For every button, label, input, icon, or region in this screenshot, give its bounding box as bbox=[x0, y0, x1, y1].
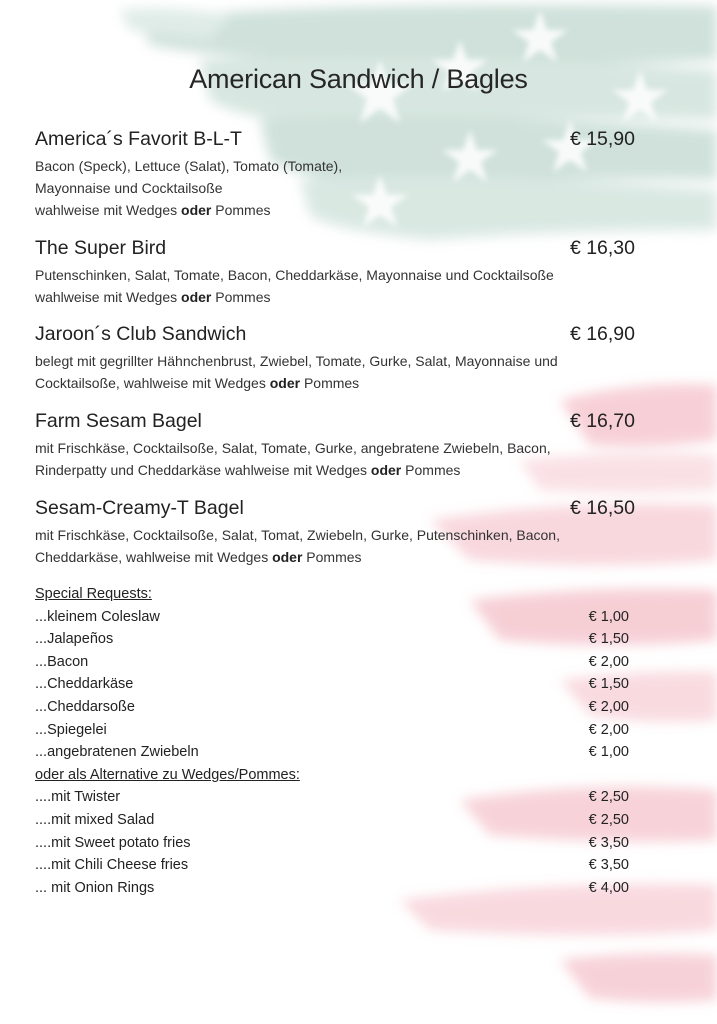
item-price: € 16,50 bbox=[569, 497, 635, 519]
extra-row bbox=[35, 877, 635, 900]
description-text: Pommes bbox=[302, 549, 362, 565]
description-line: Bacon (Speck), Lettuce (Salat), Tomato (Tomate), bbox=[35, 158, 343, 174]
description-line: belegt mit gegrillter Hähnchenbrust, Zwiebel, Tomate, Gurke, Salat, Mayonnaise und bbox=[35, 353, 558, 369]
extra-row bbox=[35, 832, 635, 855]
description-text: Cheddarkäse, wahlweise mit Wedges bbox=[35, 549, 273, 565]
extra-price: € 1,50 bbox=[588, 676, 629, 693]
page-title: American Sandwich / Bagles bbox=[189, 64, 528, 94]
extra-row bbox=[35, 719, 635, 742]
description-line bbox=[35, 372, 640, 394]
item-name: Sesam-Creamy-T Bagel bbox=[35, 497, 244, 519]
extra-label: ...Bacon bbox=[35, 653, 89, 670]
description-text: wahlweise mit Wedges bbox=[35, 289, 182, 305]
menu-item bbox=[35, 323, 640, 394]
item-price: € 16,90 bbox=[569, 323, 635, 345]
item-header bbox=[35, 128, 640, 154]
menu-item bbox=[35, 410, 640, 481]
item-price: € 16,70 bbox=[569, 410, 635, 432]
extra-label: ....mit Twister bbox=[35, 789, 121, 806]
item-header bbox=[35, 323, 640, 349]
extra-price: € 2,50 bbox=[588, 811, 629, 828]
description-line: mit Frischkäse, Cocktailsoße, Salat, Tomate, Gurke, angebratene Zwiebeln, Bacon, bbox=[35, 440, 551, 456]
description-text: wahlweise mit Wedges bbox=[35, 202, 182, 218]
menu-item bbox=[35, 237, 640, 308]
description-line: mit Frischkäse, Cocktailsoße, Salat, Tomat, Zwiebeln, Gurke, Putenschinken, Bacon, bbox=[35, 527, 560, 543]
extra-row bbox=[35, 854, 635, 877]
item-header bbox=[35, 237, 640, 263]
extra-row bbox=[35, 606, 635, 629]
description-text: Pommes bbox=[401, 462, 461, 478]
menu-item bbox=[35, 128, 640, 221]
special-requests-section bbox=[35, 583, 635, 899]
description-line bbox=[35, 286, 640, 308]
extra-row bbox=[35, 696, 635, 719]
emphasis-text: oder bbox=[370, 462, 402, 478]
extra-price: € 1,00 bbox=[588, 744, 629, 761]
extra-price: € 1,50 bbox=[588, 631, 629, 648]
item-description bbox=[35, 524, 640, 568]
item-header bbox=[35, 410, 640, 436]
item-name: Farm Sesam Bagel bbox=[35, 410, 202, 432]
extra-price: € 1,00 bbox=[588, 608, 629, 625]
item-name: Jaroon´s Club Sandwich bbox=[35, 323, 247, 345]
extra-row bbox=[35, 809, 635, 832]
extra-price: € 2,50 bbox=[588, 789, 629, 806]
extra-label: ...Jalapeños bbox=[35, 631, 114, 648]
description-line bbox=[35, 546, 640, 568]
item-description bbox=[35, 350, 640, 394]
extra-price: € 2,00 bbox=[588, 721, 629, 738]
description-text: Pommes bbox=[211, 202, 271, 218]
description-text: Cocktailsoße, wahlweise mit Wedges bbox=[35, 375, 270, 391]
description-line: Putenschinken, Salat, Tomate, Bacon, Cheddarkäse, Mayonnaise und Cocktailsoße bbox=[35, 267, 554, 283]
item-price: € 16,30 bbox=[569, 237, 635, 259]
alternatives-heading: oder als Alternative zu Wedges/Pommes: bbox=[35, 766, 300, 783]
item-header bbox=[35, 497, 640, 523]
extra-label: ....mit Sweet potato fries bbox=[35, 834, 191, 851]
item-name: The Super Bird bbox=[35, 237, 167, 259]
extra-row bbox=[35, 651, 635, 674]
extra-label: ...Cheddarsoße bbox=[35, 698, 135, 715]
extra-label: ...kleinem Coleslaw bbox=[35, 608, 160, 625]
description-line bbox=[35, 459, 640, 481]
extra-price: € 2,00 bbox=[588, 698, 629, 715]
extra-label: ...Spiegelei bbox=[35, 721, 107, 738]
description-text: Rinderpatty und Cheddarkäse wahlweise mit Wedges bbox=[35, 462, 371, 478]
special_requests-heading: Special Requests: bbox=[35, 586, 152, 602]
extra-row bbox=[35, 673, 635, 696]
item-price: € 15,90 bbox=[569, 128, 635, 150]
extra-label: ...angebratenen Zwiebeln bbox=[35, 744, 199, 761]
extra-label: ....mit Chili Cheese fries bbox=[35, 857, 189, 874]
emphasis-text: oder bbox=[181, 202, 212, 218]
item-name: America´s Favorit B-L-T bbox=[35, 128, 242, 150]
item-description bbox=[35, 155, 640, 221]
description-line bbox=[35, 199, 640, 221]
description-text: Pommes bbox=[211, 289, 271, 305]
extra-row bbox=[35, 741, 635, 764]
emphasis-text: oder bbox=[181, 289, 212, 305]
extra-row bbox=[35, 628, 635, 651]
extra-price: € 3,50 bbox=[588, 857, 629, 874]
extra-label: ...Cheddarkäse bbox=[35, 676, 134, 693]
menu-item bbox=[35, 497, 640, 568]
extra-label: ....mit mixed Salad bbox=[35, 811, 155, 828]
extra-row bbox=[35, 786, 635, 809]
item-description bbox=[35, 437, 640, 481]
description-text: Pommes bbox=[300, 375, 360, 391]
extra-price: € 2,00 bbox=[588, 653, 629, 670]
emphasis-text: oder bbox=[269, 375, 301, 391]
emphasis-text: oder bbox=[272, 549, 303, 565]
extra-price: € 4,00 bbox=[588, 879, 629, 896]
description-line: Mayonnaise und Cocktailsoße bbox=[35, 180, 223, 196]
item-description bbox=[35, 264, 640, 308]
extra-label: ... mit Onion Rings bbox=[35, 879, 155, 896]
extra-price: € 3,50 bbox=[588, 834, 629, 851]
